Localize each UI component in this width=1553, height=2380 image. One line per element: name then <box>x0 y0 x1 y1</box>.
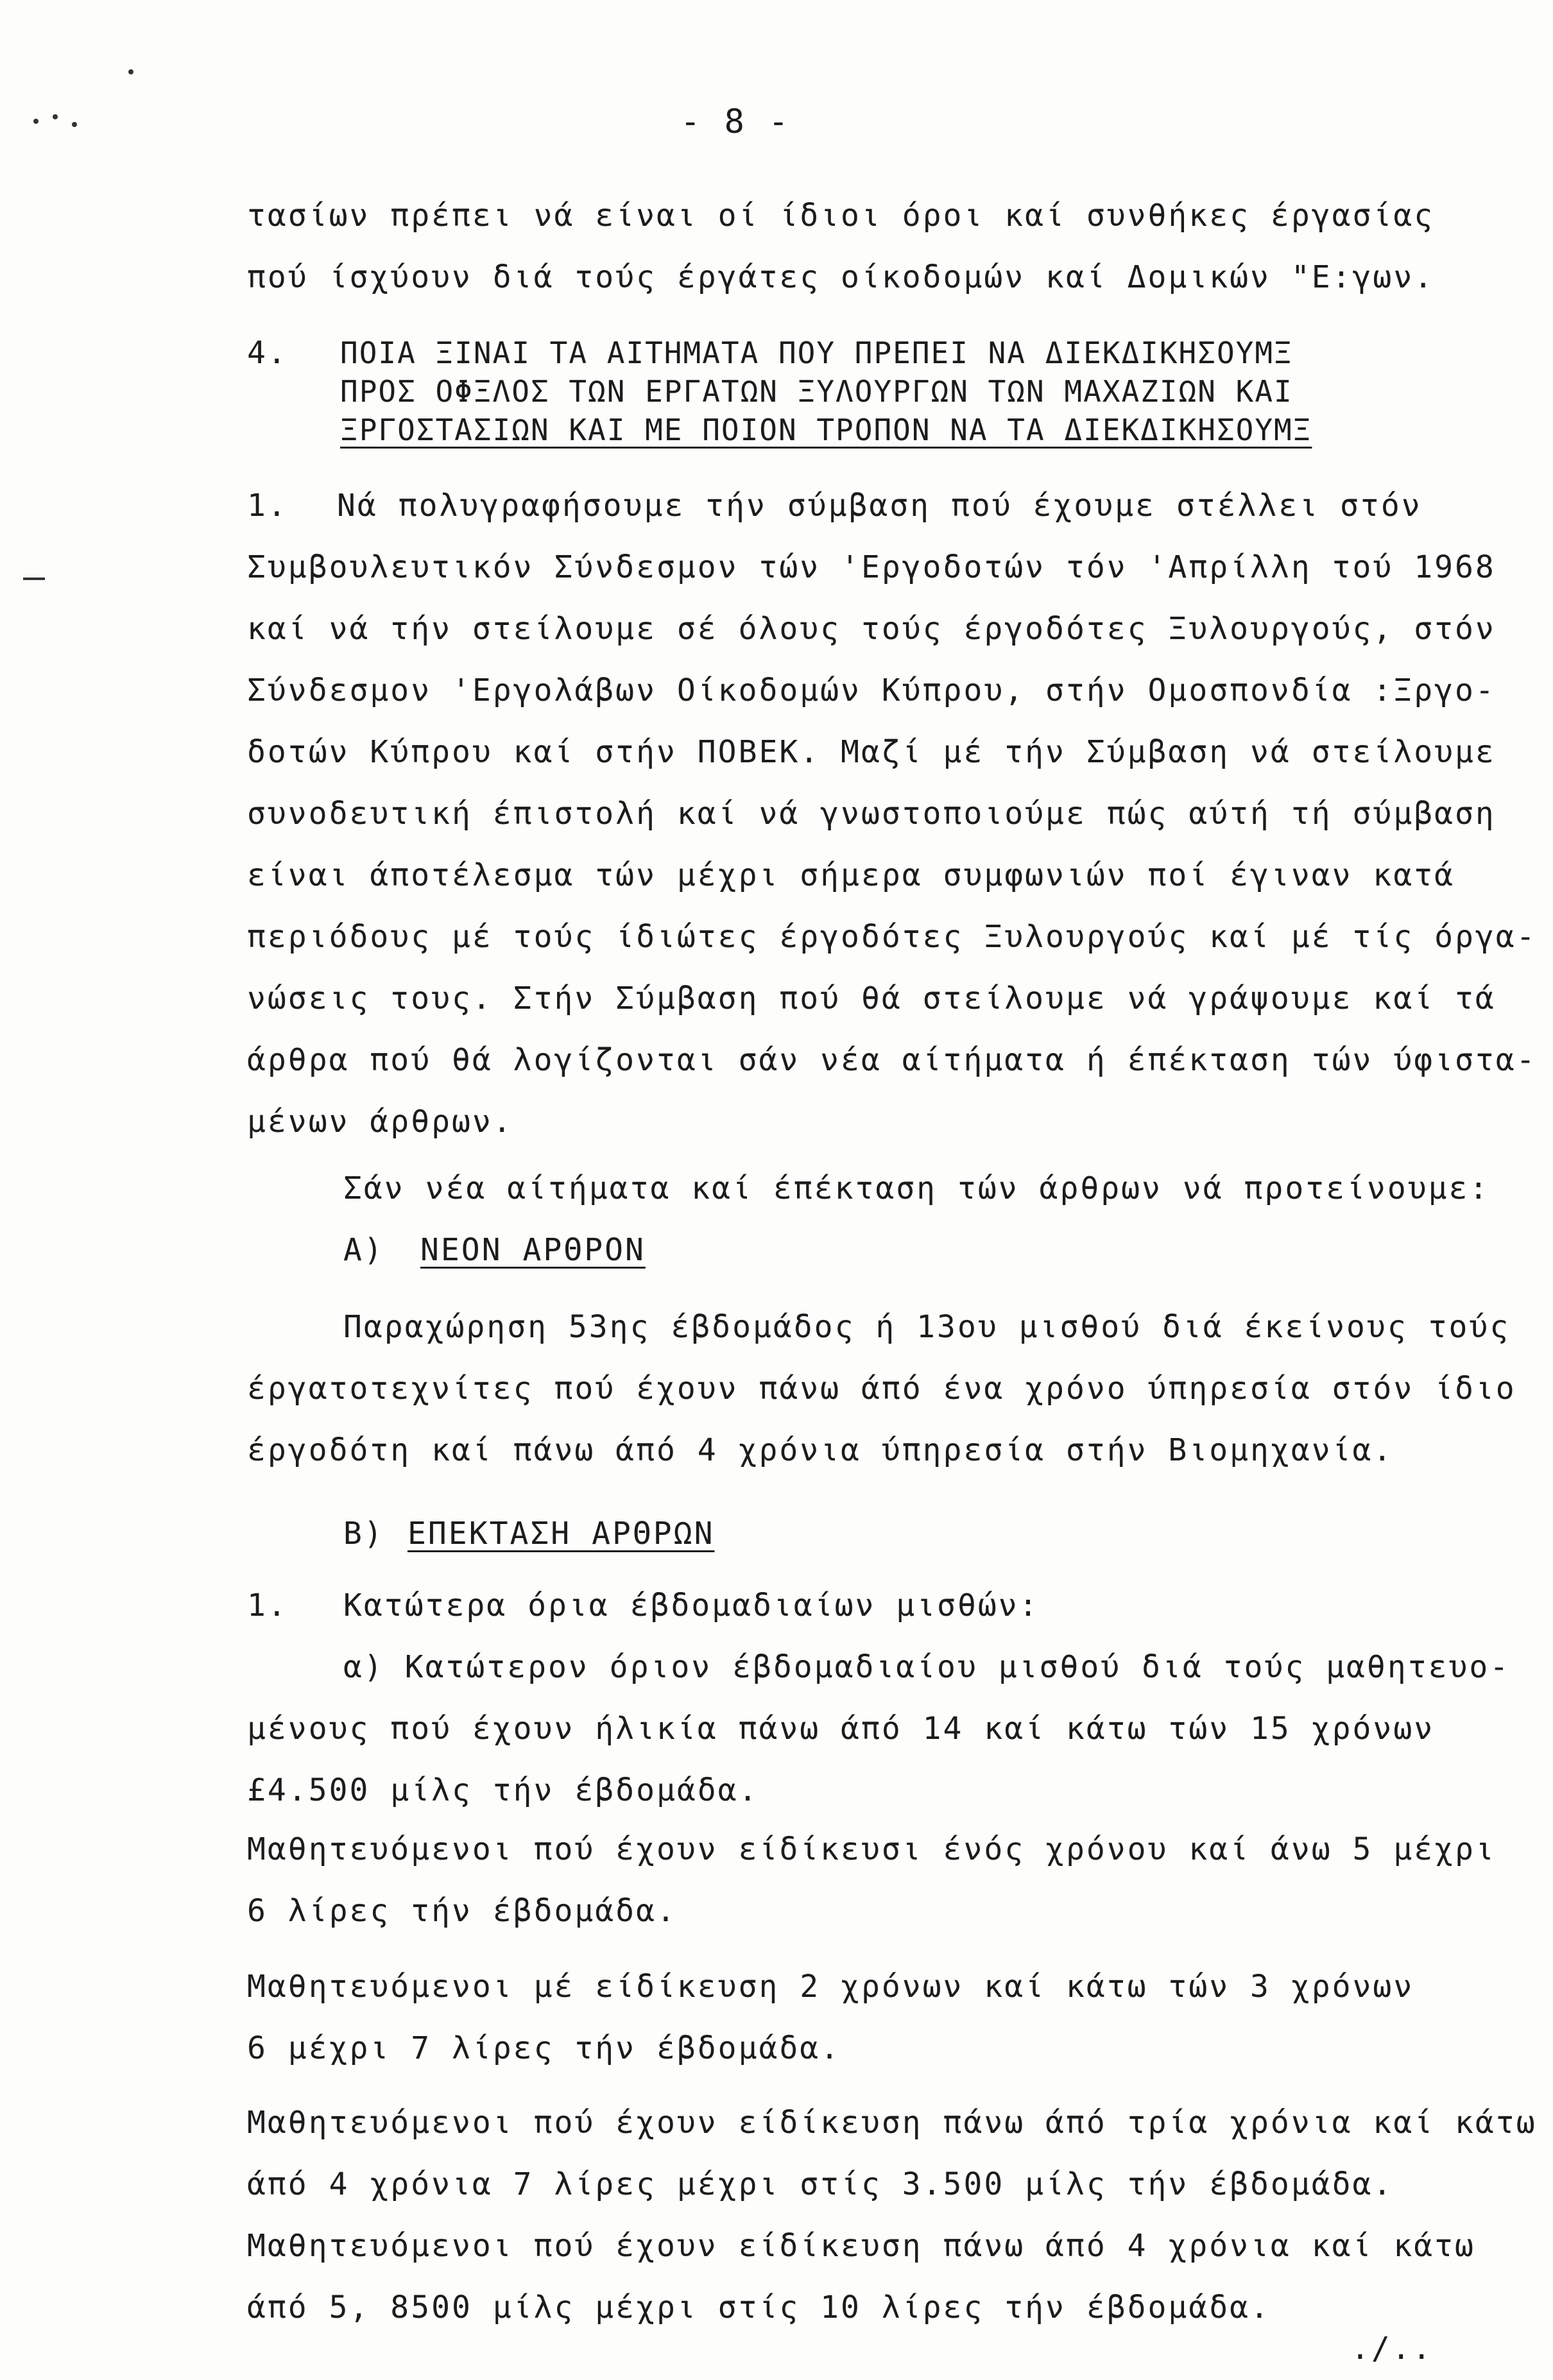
paragraph-line: καί νά τήν στείλουμε σέ όλους τούς έργοδότες Ξυλουργούς, στόν <box>247 611 1496 647</box>
subsection-heading: ΕΠΕΚΤΑΣΗ ΑΡΘΡΩΝ <box>408 1516 715 1552</box>
subsection-label: B) <box>343 1516 384 1552</box>
continuation-mark: ./.. <box>1351 2331 1433 2367</box>
subsection-line: α) Κατώτερον όριον έβδομαδιαίου μισθού διά τούς μαθητευο- <box>343 1649 1511 1685</box>
subsection-label: A) <box>343 1232 384 1268</box>
scan-speck <box>33 119 39 124</box>
section-heading-line: ΠΟΙΑ ΞΙΝΑΙ ΤΑ ΑΙΤΗΜΑΤΑ ΠΟΥ ΠΡΕΠΕΙ ΝΑ ΔΙΕΚΔΙΚΗΣΟΥΜΞ <box>340 336 1293 370</box>
paragraph-line: συνοδευτική έπιστολή καί νά γνωστοποιούμε πώς αύτή τή σύμβαση <box>247 796 1496 832</box>
list-item-text: Κατώτερα όρια έβδομαδιαίων μισθών: <box>343 1588 1040 1623</box>
subsection-line: 6 μέχρι 7 λίρες τήν έβδομάδα. <box>247 2030 841 2066</box>
paragraph-line: περιόδους μέ τούς ίδιώτες έργοδότες Ξυλουργούς καί μέ τίς όργα- <box>247 919 1537 955</box>
subsection-heading: ΝΕΟΝ ΑΡΘΡΟΝ <box>420 1232 646 1268</box>
paragraph-number: 1. <box>247 488 288 524</box>
subsection-line: έργοδότη καί πάνω άπό 4 χρόνια ύπηρεσία στήν Βιομηχανία. <box>247 1432 1394 1468</box>
proposal-line: Σάν νέα αίτήματα καί έπέκταση τών άρθρων νά προτείνουμε: <box>343 1170 1490 1206</box>
intro-line: τασίων πρέπει νά είναι οί ίδιοι όροι καί συνθήκες έργασίας <box>247 198 1435 234</box>
subsection-line: άπό 5, 8500 μίλς μέχρι στίς 10 λίρες τήν έβδομάδα. <box>247 2290 1271 2325</box>
subsection-line: Παραχώρηση 53ης έβδομάδος ή 13ου μισθού διά έκείνους τούς <box>343 1309 1511 1345</box>
subsection-line: άπό 4 χρόνια 7 λίρες μέχρι στίς 3.500 μίλς τήν έβδομάδα. <box>247 2166 1394 2202</box>
subsection-line: £4.500 μίλς τήν έβδομάδα. <box>247 1772 759 1808</box>
margin-mark <box>23 578 45 580</box>
paragraph-line: νώσεις τους. Στήν Σύμβαση πού θά στείλουμε νά γράψουμε καί τά <box>247 980 1496 1016</box>
section-heading-line: ΠΡΟΣ ΟΦΞΛΟΣ ΤΩΝ ΕΡΓΑΤΩΝ ΞΥΛΟΥΡΓΩΝ ΤΩΝ ΜΑΧΑΖΙΩΝ ΚΑΙ <box>340 374 1293 409</box>
subsection-line: μένους πού έχουν ήλικία πάνω άπό 14 καί κάτω τών 15 χρόνων <box>247 1711 1435 1747</box>
subsection-line: Μαθητευόμενοι μέ είδίκευση 2 χρόνων καί κάτω τών 3 χρόνων <box>247 1969 1414 2005</box>
subsection-line: 6 λίρες τήν έβδομάδα. <box>247 1893 677 1929</box>
scan-speck <box>72 122 77 127</box>
scan-speck <box>128 69 133 74</box>
paragraph-line: μένων άρθρων. <box>247 1104 513 1140</box>
subsection-line: έργατοτεχνίτες πού έχουν πάνω άπό ένα χρόνο ύπηρεσία στόν ίδιο <box>247 1371 1516 1407</box>
paragraph-line: δοτών Κύπρου καί στήν ΠΟΒΕΚ. Μαζί μέ τήν Σύμβαση νά στείλουμε <box>247 734 1496 770</box>
subsection-line: Μαθητευόμενοι πού έχουν είδίκευσι ένός χρόνου καί άνω 5 μέχρι <box>247 1831 1496 1867</box>
paragraph-line: άρθρα πού θά λογίζονται σάν νέα αίτήματα ή έπέκταση τών ύφιστα- <box>247 1042 1537 1078</box>
subsection-line: Μαθητευόμενοι πού έχουν είδίκευση πάνω άπό τρία χρόνια καί κάτω <box>247 2105 1537 2141</box>
paragraph-line: Συμβουλευτικόν Σύνδεσμον τών 'Εργοδοτών τόν 'Απρίλλη τού 1968 <box>247 549 1496 585</box>
intro-line: πού ίσχύουν διά τούς έργάτες οίκοδομών καί Δομικών "Ε:γων. <box>247 259 1435 295</box>
scan-speck <box>53 114 58 119</box>
section-number: 4. <box>247 335 288 371</box>
page-number: - 8 - <box>680 103 791 141</box>
paragraph-line: Σύνδεσμον 'Εργολάβων Οίκοδομών Κύπρου, στήν Ομοσπονδία :Ξργο- <box>247 672 1496 708</box>
list-item-number: 1. <box>247 1588 288 1623</box>
subsection-line: Μαθητευόμενοι πού έχουν είδίκευση πάνω άπό 4 χρόνια καί κάτω <box>247 2228 1475 2264</box>
paragraph-line: Νά πολυγραφήσουμε τήν σύμβαση πού έχουμε στέλλει στόν <box>337 488 1422 524</box>
section-heading-line: ΞΡΓΟΣΤΑΣΙΩΝ ΚΑΙ ΜΕ ΠΟΙΟΝ ΤΡΟΠΟΝ ΝΑ ΤΑ ΔΙΕΚΔΙΚΗΣΟΥΜΞ <box>340 413 1312 447</box>
paragraph-line: είναι άποτέλεσμα τών μέχρι σήμερα συμφωνιών ποί έγιναν κατά <box>247 857 1455 893</box>
